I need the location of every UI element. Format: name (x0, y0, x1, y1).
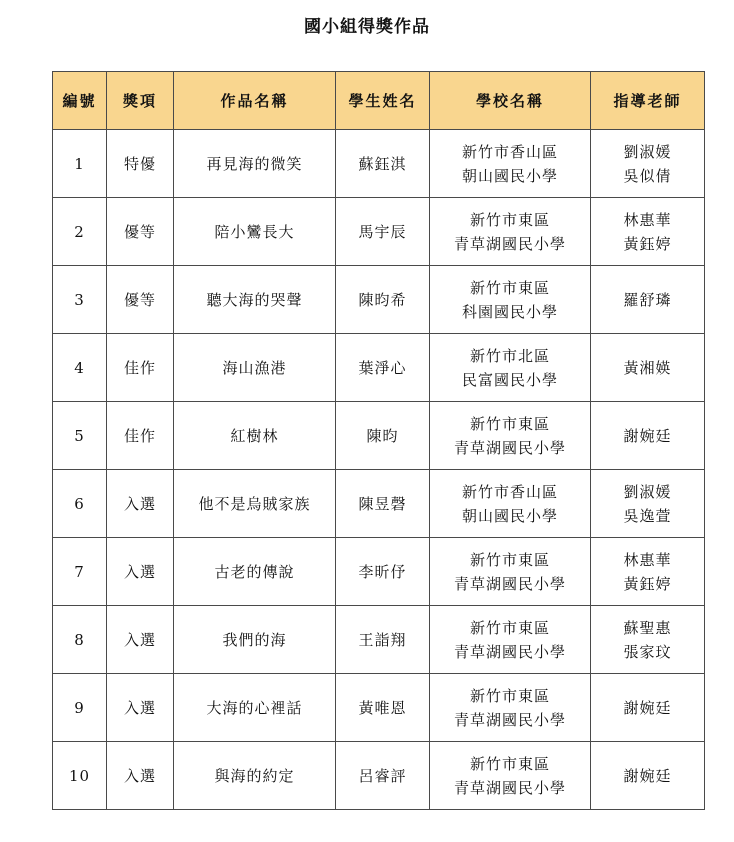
school-name-line: 新竹市東區 (469, 618, 550, 637)
cell-student-name: 蘇鈺淇 (336, 130, 430, 198)
cell-teacher (591, 266, 705, 334)
cell-work-title: 大海的心裡話 (174, 674, 336, 742)
cell-award: 佳作 (107, 334, 174, 402)
cell-number: 10 (53, 742, 107, 810)
cell-student-name: 葉淨心 (336, 334, 430, 402)
cell-teacher (591, 538, 705, 606)
page-title: 國小組得獎作品 (304, 17, 430, 37)
column-header-number: 編號 (53, 72, 107, 130)
cell-number: 2 (53, 198, 107, 266)
cell-teacher (591, 606, 705, 674)
cell-work-title: 他不是烏賊家族 (174, 470, 336, 538)
teacher-name: 黃鈺婷 (623, 234, 672, 253)
school-name-line: 新竹市東區 (469, 278, 550, 297)
school-name-line: 新竹市北區 (469, 346, 550, 365)
cell-number: 9 (53, 674, 107, 742)
cell-student-name: 馬宇辰 (336, 198, 430, 266)
cell-work-title: 再見海的微笑 (174, 130, 336, 198)
cell-award: 入選 (107, 538, 174, 606)
school-name-line: 朝山國民小學 (461, 506, 558, 525)
school-name-line: 青草湖國民小學 (453, 642, 566, 661)
teacher-name: 謝婉廷 (623, 766, 672, 785)
column-header-school-name: 學校名稱 (430, 72, 591, 130)
teacher-name: 謝婉廷 (623, 698, 672, 717)
school-name-line: 科園國民小學 (461, 302, 558, 321)
cell-student-name: 陳昀 (336, 402, 430, 470)
cell-number: 8 (53, 606, 107, 674)
teacher-name: 蘇聖惠 (623, 618, 672, 637)
cell-teacher (591, 334, 705, 402)
table-row (53, 402, 705, 470)
cell-work-title: 古老的傳說 (174, 538, 336, 606)
cell-award: 入選 (107, 742, 174, 810)
teacher-name: 劉淑媛 (623, 142, 672, 161)
cell-teacher (591, 674, 705, 742)
cell-school-name (430, 606, 591, 674)
teacher-name: 林惠華 (623, 210, 672, 229)
table-row (53, 742, 705, 810)
cell-school-name (430, 538, 591, 606)
cell-number: 7 (53, 538, 107, 606)
teacher-name: 謝婉廷 (623, 426, 672, 445)
teacher-name: 羅舒璘 (623, 290, 672, 309)
teacher-name: 張家玟 (623, 642, 672, 661)
table-row (53, 538, 705, 606)
table-row (53, 334, 705, 402)
table-row (53, 266, 705, 334)
cell-school-name (430, 198, 591, 266)
cell-school-name (430, 266, 591, 334)
school-name-line: 新竹市香山區 (461, 482, 558, 501)
school-name-line: 新竹市東區 (469, 414, 550, 433)
school-name-line: 青草湖國民小學 (453, 710, 566, 729)
cell-student-name: 呂睿評 (336, 742, 430, 810)
cell-number: 6 (53, 470, 107, 538)
school-name-line: 青草湖國民小學 (453, 438, 566, 457)
cell-work-title: 紅樹林 (174, 402, 336, 470)
teacher-name: 黃湘媖 (623, 358, 672, 377)
cell-work-title: 我們的海 (174, 606, 336, 674)
cell-teacher (591, 470, 705, 538)
cell-award: 特優 (107, 130, 174, 198)
teacher-name: 林惠華 (623, 550, 672, 569)
table-row (53, 674, 705, 742)
cell-student-name: 李昕伃 (336, 538, 430, 606)
school-name-line: 新竹市東區 (469, 210, 550, 229)
cell-school-name (430, 402, 591, 470)
cell-work-title: 海山漁港 (174, 334, 336, 402)
table-row (53, 198, 705, 266)
cell-school-name (430, 742, 591, 810)
teacher-name: 吳逸萱 (623, 506, 672, 525)
cell-award: 入選 (107, 606, 174, 674)
teacher-name: 黃鈺婷 (623, 574, 672, 593)
cell-award: 優等 (107, 266, 174, 334)
cell-student-name: 陳昀希 (336, 266, 430, 334)
column-header-student-name: 學生姓名 (336, 72, 430, 130)
cell-student-name: 王詣翔 (336, 606, 430, 674)
cell-work-title: 與海的約定 (174, 742, 336, 810)
table-row (53, 606, 705, 674)
cell-award: 入選 (107, 674, 174, 742)
cell-school-name (430, 470, 591, 538)
cell-award: 佳作 (107, 402, 174, 470)
cell-school-name (430, 130, 591, 198)
teacher-name: 吳似倩 (623, 166, 672, 185)
cell-award: 優等 (107, 198, 174, 266)
school-name-line: 青草湖國民小學 (453, 778, 566, 797)
cell-school-name (430, 334, 591, 402)
cell-teacher (591, 402, 705, 470)
school-name-line: 新竹市東區 (469, 550, 550, 569)
cell-work-title: 陪小鸞長大 (174, 198, 336, 266)
teacher-name: 劉淑媛 (623, 482, 672, 501)
table-row (53, 130, 705, 198)
school-name-line: 新竹市香山區 (461, 142, 558, 161)
school-name-line: 青草湖國民小學 (453, 574, 566, 593)
cell-teacher (591, 742, 705, 810)
column-header-teacher: 指導老師 (591, 72, 705, 130)
cell-award: 入選 (107, 470, 174, 538)
cell-school-name (430, 674, 591, 742)
table-header-row (53, 72, 705, 130)
cell-student-name: 黃唯恩 (336, 674, 430, 742)
awards-table (52, 71, 705, 810)
cell-number: 5 (53, 402, 107, 470)
cell-teacher (591, 130, 705, 198)
column-header-award: 獎項 (107, 72, 174, 130)
cell-number: 4 (53, 334, 107, 402)
cell-teacher (591, 198, 705, 266)
school-name-line: 青草湖國民小學 (453, 234, 566, 253)
school-name-line: 新竹市東區 (469, 754, 550, 773)
column-header-work-title: 作品名稱 (174, 72, 336, 130)
school-name-line: 朝山國民小學 (461, 166, 558, 185)
cell-work-title: 聽大海的哭聲 (174, 266, 336, 334)
table-row (53, 470, 705, 538)
table-body (53, 130, 705, 810)
school-name-line: 民富國民小學 (461, 370, 558, 389)
cell-student-name: 陳昱磬 (336, 470, 430, 538)
cell-number: 1 (53, 130, 107, 198)
cell-number: 3 (53, 266, 107, 334)
school-name-line: 新竹市東區 (469, 686, 550, 705)
